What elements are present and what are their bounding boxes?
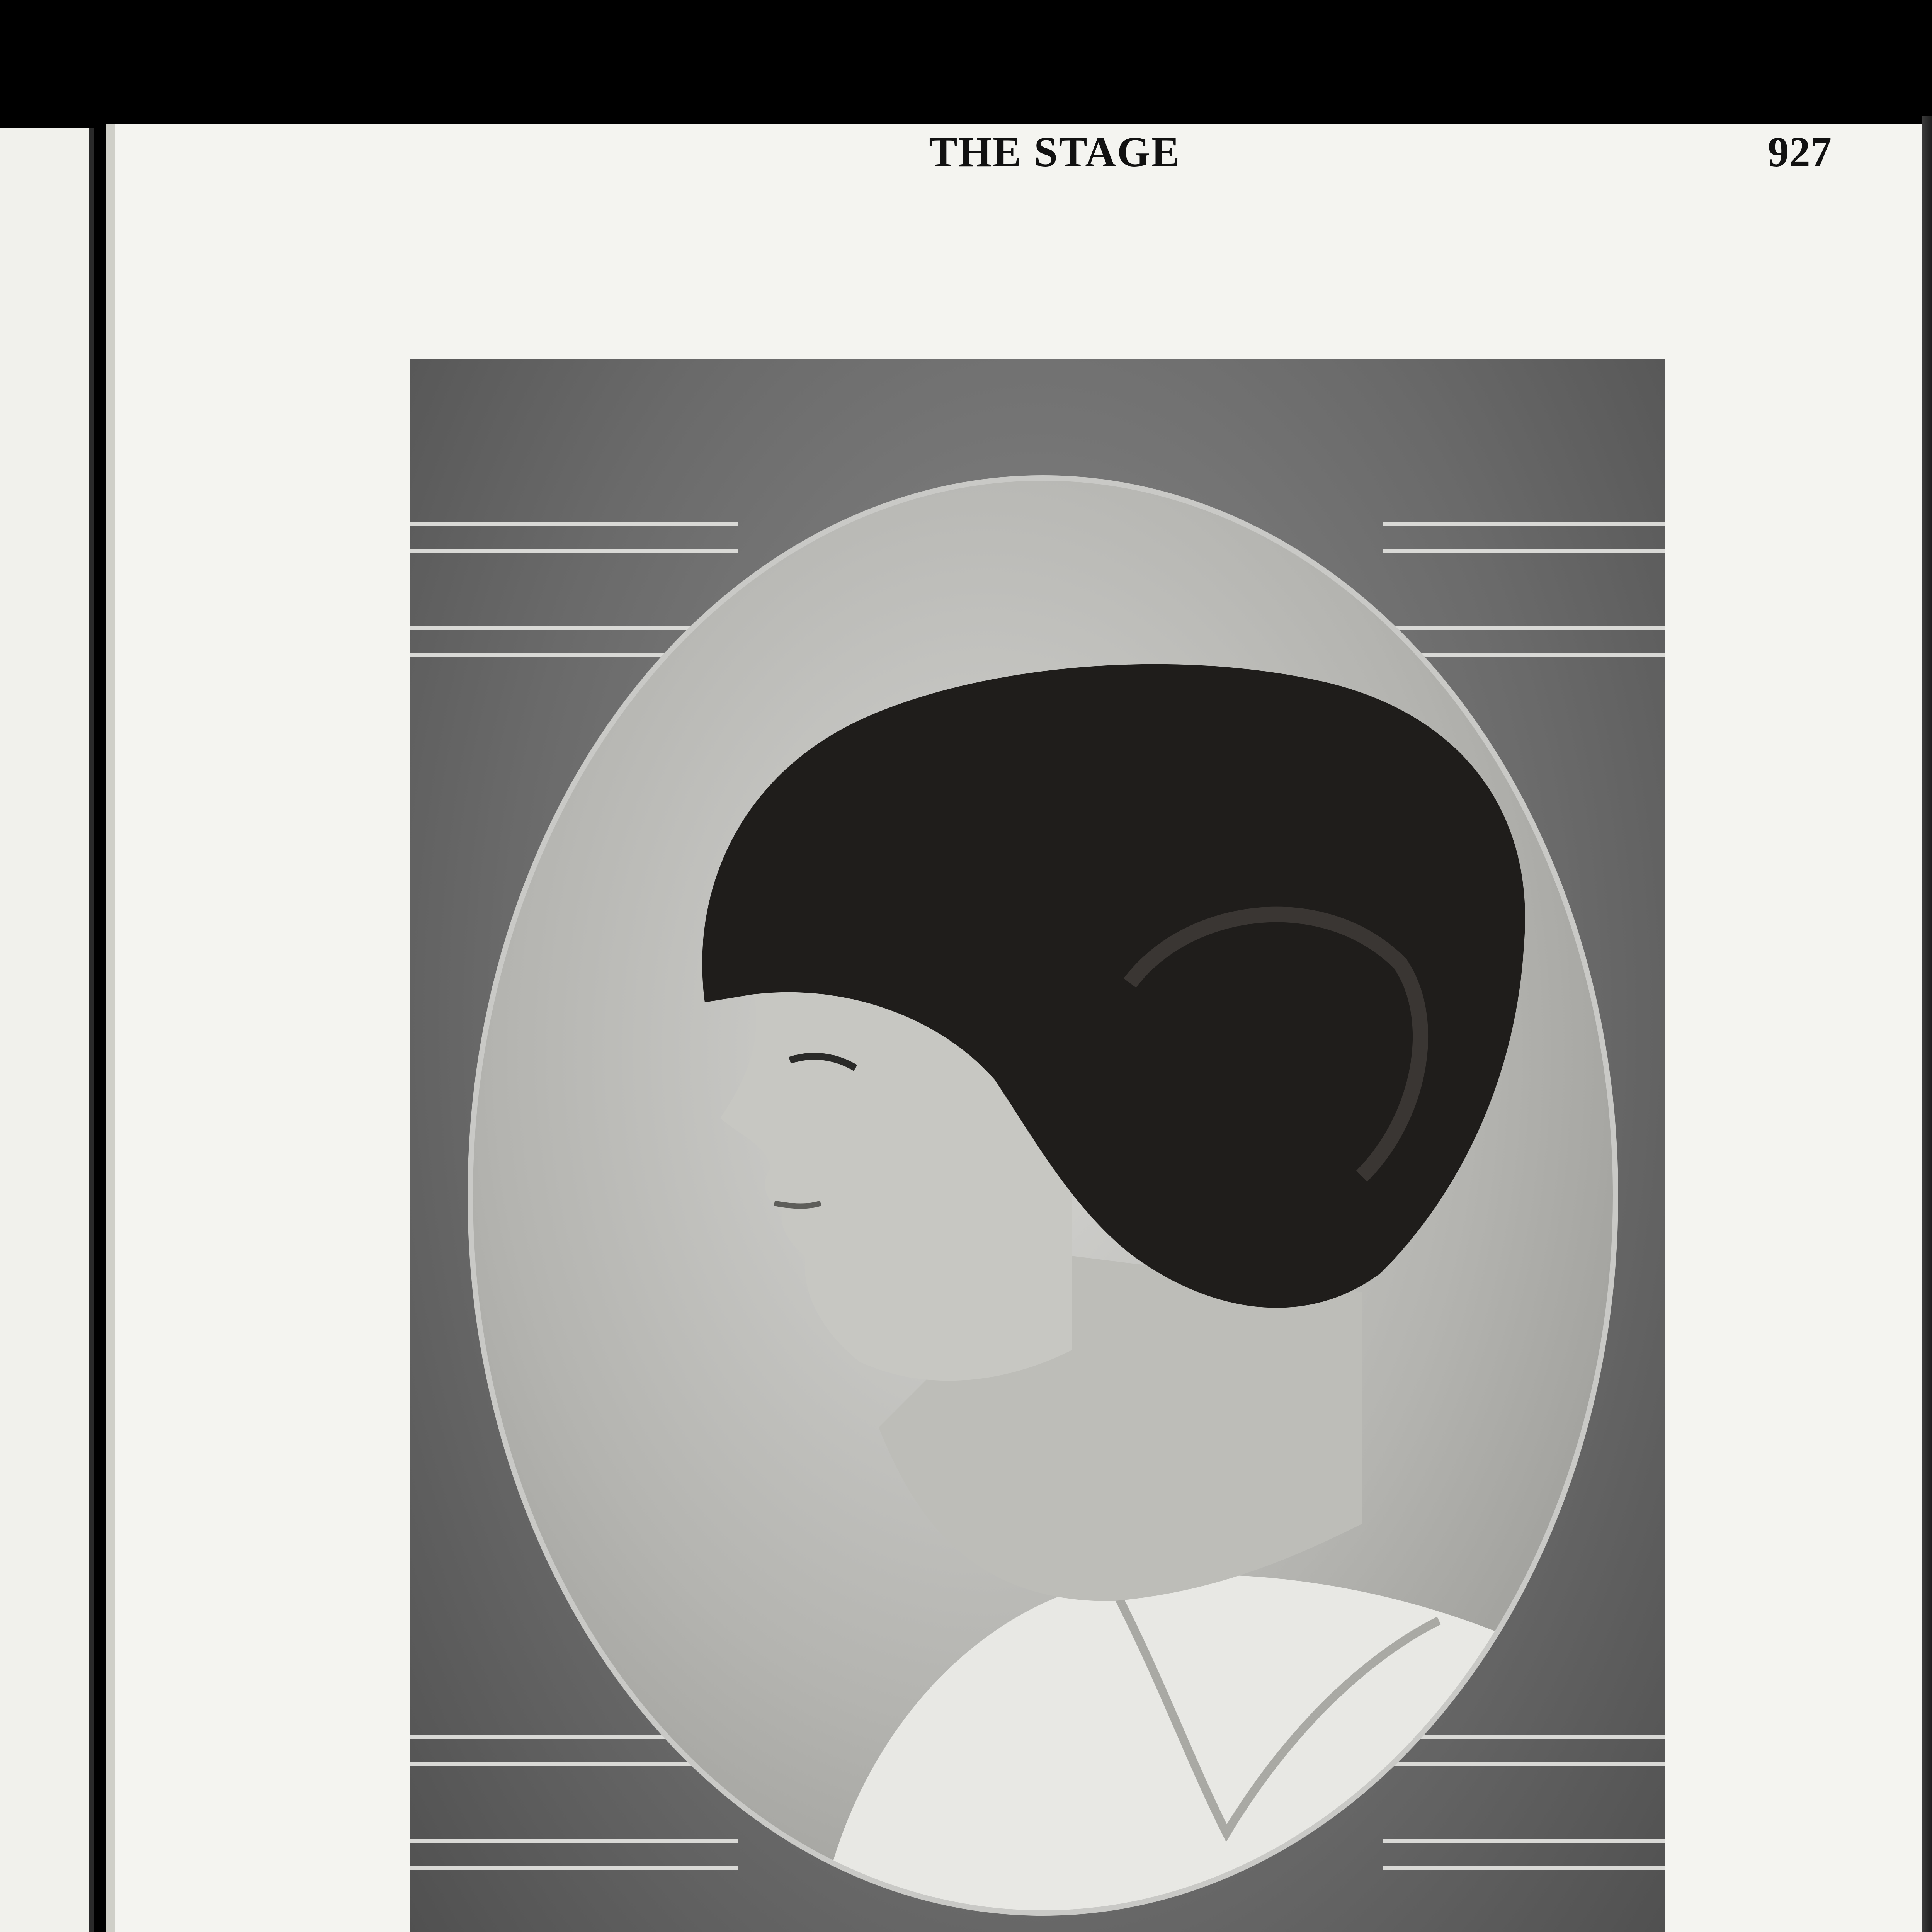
decorative-stripe (1383, 1866, 1665, 1870)
decorative-stripe (1383, 549, 1665, 553)
decorative-stripe (1383, 1839, 1665, 1843)
decorative-stripe (1383, 626, 1665, 630)
book-spine (1922, 116, 1932, 1932)
oval-vignette (468, 475, 1618, 1916)
decorative-stripe (1383, 1735, 1665, 1739)
profile-portrait (473, 481, 1613, 1910)
decorative-stripe (410, 522, 738, 526)
decorative-stripe (410, 1839, 738, 1843)
page-number: 927 (1768, 128, 1832, 175)
decorative-stripe (1383, 1762, 1665, 1766)
decorative-stripe (1383, 522, 1665, 526)
decorative-stripe (410, 549, 738, 553)
decorative-stripe (410, 1866, 738, 1870)
running-title: THE STAGE (929, 128, 1181, 175)
facing-page-edge (0, 128, 94, 1932)
decorative-stripe (1383, 653, 1665, 657)
portrait-photograph (410, 359, 1665, 1932)
